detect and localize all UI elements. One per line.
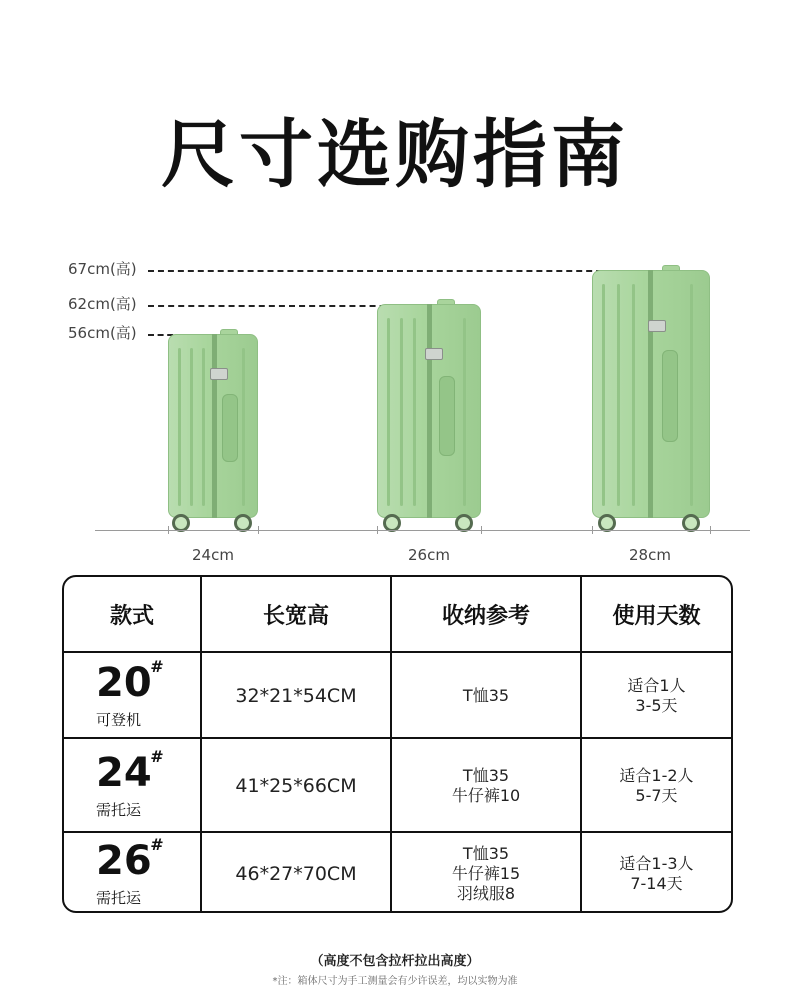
days-range: 3-5天: [635, 696, 678, 715]
model-mark: #: [150, 746, 164, 766]
storage-line: T恤35: [462, 766, 510, 785]
tick: [592, 526, 593, 534]
suitcase-rib: [190, 348, 193, 506]
days-people: 适合1-2人: [619, 766, 694, 785]
suitcase-rib: [632, 284, 635, 506]
height-note: （高度不包含拉杆拉出高度）: [310, 954, 480, 969]
model-cell: [64, 653, 200, 739]
model-type: 需托运: [96, 800, 142, 819]
suitcase-rib: [242, 348, 245, 506]
suitcase-rib: [413, 318, 416, 506]
header-model: 款式: [109, 603, 154, 629]
width-label-24: 24cm: [192, 546, 234, 564]
dimensions-cell: 46*27*70CM: [235, 863, 357, 885]
model-number: 20 #: [96, 656, 164, 706]
side-handle: [222, 394, 238, 462]
tick: [168, 526, 169, 534]
tick: [377, 526, 378, 534]
tick: [481, 526, 482, 534]
suitcase-medium: [377, 304, 481, 532]
page-title: 尺寸选购指南: [161, 112, 629, 198]
days-range: 5-7天: [635, 786, 678, 805]
suitcase-small: [168, 334, 258, 532]
storage-line: T恤35: [462, 844, 510, 863]
disclaimer-note: *注：箱体尺寸为手工测量会有少许误差，均以实物为准: [272, 976, 518, 987]
model-mark: #: [150, 834, 164, 854]
suitcase-rib: [690, 284, 693, 506]
lock-icon: [425, 348, 443, 360]
suitcase-rib: [602, 284, 605, 506]
storage-cell: [392, 653, 580, 739]
ground-line: [95, 530, 750, 531]
suitcase-seam: [648, 270, 653, 518]
lock-icon: [210, 368, 228, 380]
table-row: [64, 737, 731, 833]
storage-line: 牛仔裤10: [451, 786, 521, 805]
side-handle: [439, 376, 455, 456]
dimensions-cell: 41*25*66CM: [235, 775, 357, 797]
model-cell: [64, 739, 200, 833]
lock-icon: [648, 320, 666, 332]
dimensions-cell: 32*21*54CM: [235, 685, 357, 707]
storage-cell: [392, 833, 580, 913]
height-line-67: [148, 270, 632, 272]
days-cell: [582, 653, 731, 739]
header-days: 使用天数: [612, 603, 701, 629]
storage-line: 牛仔裤15: [451, 864, 521, 883]
width-label-28: 28cm: [629, 546, 671, 564]
suitcase-rib: [463, 318, 466, 506]
suitcase-rib: [202, 348, 205, 506]
header-dimensions: 长宽高: [262, 603, 329, 629]
model-type: 需托运: [96, 888, 142, 907]
height-label-62: 62cm(高): [68, 295, 137, 313]
width-label-26: 26cm: [408, 546, 450, 564]
model-number: 24 #: [96, 746, 164, 796]
tick: [258, 526, 259, 534]
height-label-67: 67cm(高): [68, 260, 137, 278]
table-header-row: [64, 577, 731, 651]
suitcase-seam: [427, 304, 432, 518]
tick: [710, 526, 711, 534]
suitcase-seam: [212, 334, 217, 518]
model-mark: #: [150, 656, 164, 676]
days-people: 适合1-3人: [619, 854, 694, 873]
size-table: [62, 575, 733, 913]
model-number: 26 #: [96, 834, 164, 884]
height-label-56: 56cm(高): [68, 324, 137, 342]
table-row: [64, 651, 731, 739]
model-type: 可登机: [96, 710, 142, 729]
suitcase-rib: [400, 318, 403, 506]
side-handle: [662, 350, 678, 442]
suitcase-rib: [178, 348, 181, 506]
suitcase-rib: [617, 284, 620, 506]
table-row: [64, 831, 731, 913]
suitcase-large: [592, 270, 710, 532]
days-cell: [582, 833, 731, 913]
suitcase-rib: [387, 318, 390, 506]
days-range: 7-14天: [630, 874, 683, 893]
storage-cell: [392, 739, 580, 833]
model-cell: [64, 833, 200, 913]
days-cell: [582, 739, 731, 833]
storage-line: T恤35: [462, 686, 510, 705]
header-storage: 收纳参考: [441, 603, 530, 629]
days-people: 适合1人: [627, 676, 686, 695]
storage-line: 羽绒服8: [456, 884, 516, 903]
